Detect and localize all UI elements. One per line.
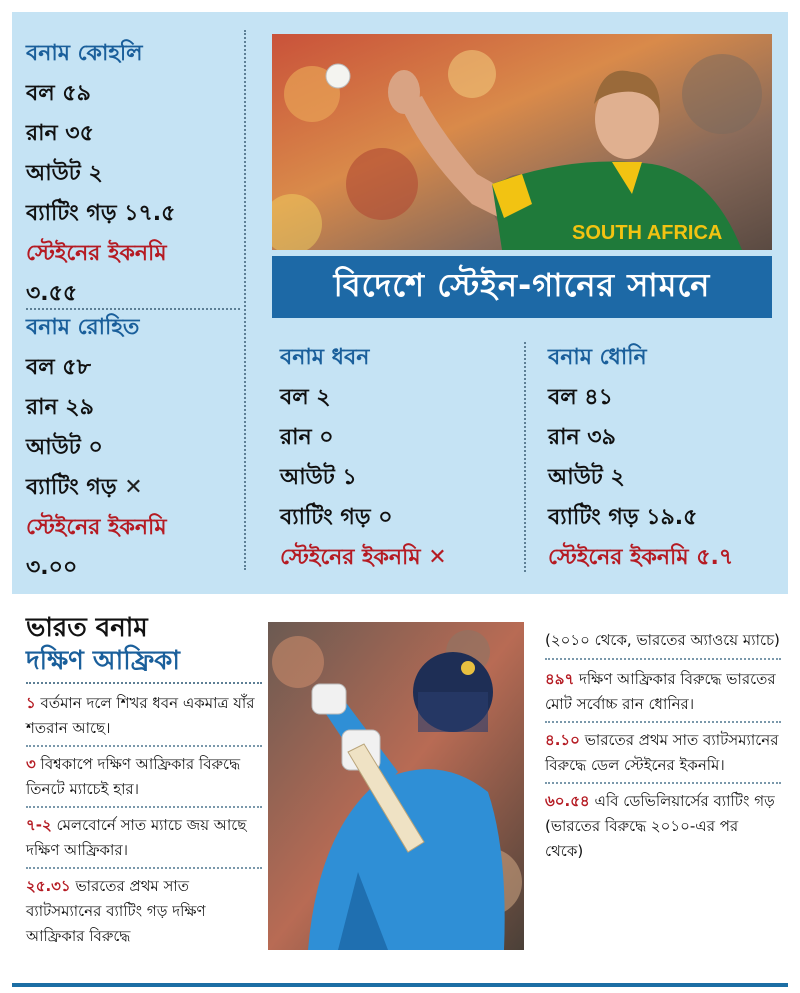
fact-item <box>26 812 262 869</box>
fact-item <box>545 666 781 723</box>
economy-label: স্টেইনের ইকনমি <box>26 241 167 266</box>
fact-item <box>26 873 262 953</box>
headline-text: বিদেশে স্টেইন-গানের সামনে <box>333 266 711 304</box>
fact-number: ৪.১০ <box>545 731 580 749</box>
bowler-photo <box>272 34 772 250</box>
bottom-divider <box>12 983 788 987</box>
fact-text: বিশ্বকাপে দক্ষিণ আফ্রিকার বিরুদ্ধে তিনটে ম্যাচেই হার। <box>26 755 241 798</box>
outs-stat: আউট ১ <box>280 465 357 490</box>
column-divider <box>524 342 526 572</box>
economy-stat: স্টেইনের ইকনমি ৫.৭ <box>548 545 734 570</box>
fact-text: মেলবোর্নে সাত ম্যাচে জয় আছে দক্ষিণ আফ্রিকার। <box>26 816 247 859</box>
balls-stat: বল ৫৯ <box>26 81 91 106</box>
stats-vs-dhawan <box>280 346 447 586</box>
economy-value: ৩.০০ <box>26 555 78 580</box>
economy-stat <box>280 546 447 586</box>
headline-banner <box>272 256 772 318</box>
average-stat: ব্যাটিং গড় ১৯.৫ <box>548 505 698 530</box>
runs-stat: রান ২৯ <box>26 395 94 420</box>
cross-icon: ✕ <box>428 545 447 570</box>
average-stat <box>26 476 167 516</box>
balls-stat: বল ৪১ <box>548 385 613 410</box>
outs-stat: আউট ২ <box>548 465 625 490</box>
stats-heading: বনাম ধোনি <box>548 345 647 370</box>
fact-text: ভারতের প্রথম সাত ব্যাটসম্যানের বিরুদ্ধে ডেল স্টেইনের ইকনমি। <box>545 731 779 774</box>
fact-item <box>26 751 262 808</box>
outs-stat: আউট ০ <box>26 435 103 460</box>
balls-stat: বল ২ <box>280 385 331 410</box>
fact-item <box>26 690 262 747</box>
fact-text: দক্ষিণ আফ্রিকার বিরুদ্ধে ভারতের মোট সর্বোচ্চ রান ধোনির। <box>545 670 776 713</box>
facts-left <box>26 612 262 957</box>
fact-text: বর্তমান দলে শিখর ধবন একমাত্র যাঁর শতরান আছে। <box>26 694 255 737</box>
average-stat: ব্যাটিং গড় ১৭.৫ <box>26 201 176 226</box>
stats-vs-rohit <box>26 316 167 596</box>
stats-heading: বনাম রোহিত <box>26 315 140 340</box>
outs-stat: আউট ২ <box>26 161 103 186</box>
average-stat: ব্যাটিং গড় ০ <box>280 505 393 530</box>
fact-number: ৩ <box>26 755 36 773</box>
facts-intro: (২০১০ থেকে, ভারতের অ্যাওয়ে ম্যাচে) <box>545 628 781 660</box>
economy-label: স্টেইনের ইকনমি <box>280 545 421 570</box>
stats-heading: বনাম ধবন <box>280 345 370 370</box>
batsman-photo <box>268 622 524 950</box>
cross-icon: ✕ <box>124 475 143 500</box>
average-label: ব্যাটিং গড় <box>26 475 117 500</box>
runs-stat: রান ০ <box>280 425 334 450</box>
facts-subtitle: দক্ষিণ আফ্রিকা <box>26 644 262 684</box>
facts-right <box>545 628 781 872</box>
column-divider <box>244 30 246 570</box>
facts-title: ভারত বনাম <box>26 613 148 643</box>
fact-number: ৪৯৭ <box>545 670 575 688</box>
balls-stat: বল ৫৮ <box>26 355 91 380</box>
fact-item <box>545 727 781 784</box>
stats-vs-dhoni <box>548 346 733 586</box>
economy-label: স্টেইনের ইকনমি <box>26 515 167 540</box>
fact-number: ২৫.৩১ <box>26 877 71 895</box>
runs-stat: রান ৩৫ <box>26 121 94 146</box>
jersey-text: SOUTH AFRICA <box>572 222 723 244</box>
runs-stat: রান ৩৯ <box>548 425 616 450</box>
stats-heading: বনাম কোহলি <box>26 41 143 66</box>
economy-value: ৩.৫৫ <box>26 281 78 306</box>
fact-text: এবি ডেভিলিয়ার্সের ব্যাটিং গড় (ভারতের বিরুদ্ধে ২০১০-এর পর থেকে) <box>545 792 775 860</box>
fact-item <box>545 788 781 868</box>
fact-number: ৬০.৫৪ <box>545 792 590 810</box>
stats-vs-kohli <box>26 42 175 322</box>
fact-number: ৭-২ <box>26 816 52 834</box>
fact-text: ভারতের প্রথম সাত ব্যাটসম্যানের ব্যাটিং গড় দক্ষিণ আফ্রিকার বিরুদ্ধে <box>26 877 206 945</box>
fact-number: ১ <box>26 694 36 712</box>
